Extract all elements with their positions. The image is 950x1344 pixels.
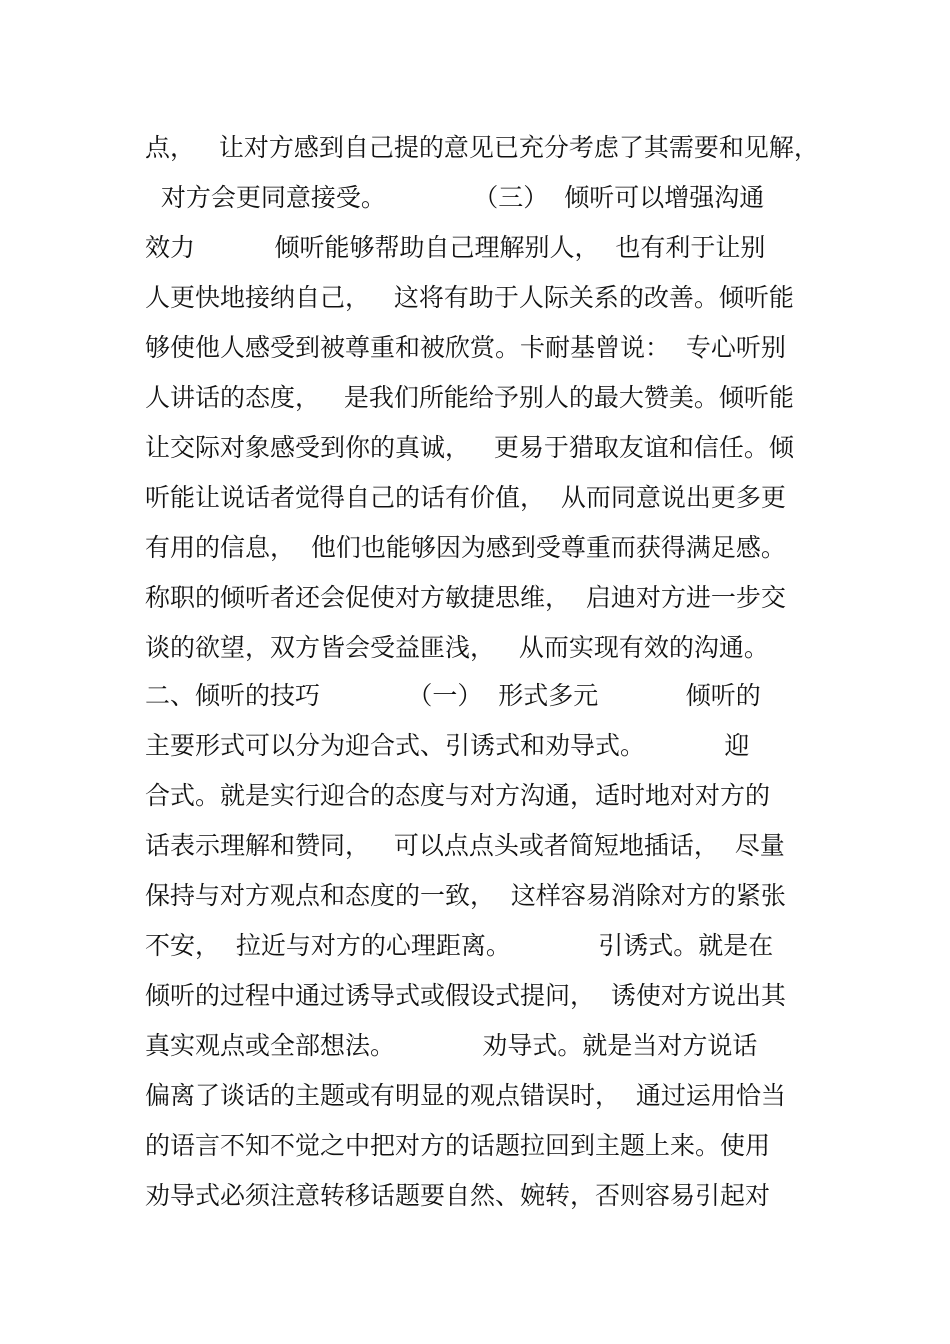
- text-line: 人更快地接纳自己， 这将有助于人际关系的改善。倾听能: [145, 283, 794, 312]
- text-line: 偏离了谈话的主题或有明显的观点错误时， 通过运用恰当: [145, 1081, 786, 1110]
- text-line: 倾听的过程中通过诱导式或假设式提问， 诱使对方说出其: [145, 981, 786, 1010]
- text-line: 真实观点或全部想法。 劝导式。就是当对方说话: [145, 1031, 758, 1060]
- text-line: 的语言不知不觉之中把对方的话题拉回到主题上来。使用: [145, 1131, 771, 1160]
- text-line: 话表示理解和赞同， 可以点点头或者简短地插话， 尽量: [145, 831, 785, 860]
- text-line: 主要形式可以分为迎合式、引诱式和劝导式。 迎: [145, 731, 750, 760]
- text-line: 二、倾听的技巧 （一） 形式多元 倾听的: [145, 681, 761, 710]
- text-line: 合式。就是实行迎合的态度与对方沟通，适时地对对方的: [145, 781, 771, 810]
- text-line: 效力 倾听能够帮助自己理解别人， 也有利于让别: [145, 233, 766, 262]
- text-line: 劝导式必须注意转移话题要自然、婉转，否则容易引起对: [145, 1181, 771, 1210]
- text-line: 称职的倾听者还会促使对方敏捷思维， 启迪对方进一步交: [145, 583, 786, 612]
- text-line: 不安， 拉近与对方的心理距离。 引诱式。就是在: [145, 931, 774, 960]
- text-line: 有用的信息， 他们也能够因为感到受尊重而获得满足感。: [145, 533, 786, 562]
- text-line: 够使他人感受到被尊重和被欣赏。卡耐基曾说： 专心听别: [145, 333, 786, 362]
- text-line: 人讲话的态度， 是我们所能给予别人的最大赞美。倾听能: [145, 383, 794, 412]
- text-line: 听能让说话者觉得自己的话有价值， 从而同意说出更多更: [145, 483, 786, 512]
- text-line: 保持与对方观点和态度的一致， 这样容易消除对方的紧张: [145, 881, 786, 910]
- text-line: 谈的欲望，双方皆会受益匪浅， 从而实现有效的沟通。: [145, 633, 769, 662]
- text-line: 点， 让对方感到自己提的意见已充分考虑了其需要和见解，: [145, 133, 819, 162]
- text-line: 对方会更同意接受。 （三） 倾听可以增强沟通: [145, 183, 765, 212]
- text-line: 让交际对象感受到你的真诚， 更易于猎取友谊和信任。倾: [145, 433, 794, 462]
